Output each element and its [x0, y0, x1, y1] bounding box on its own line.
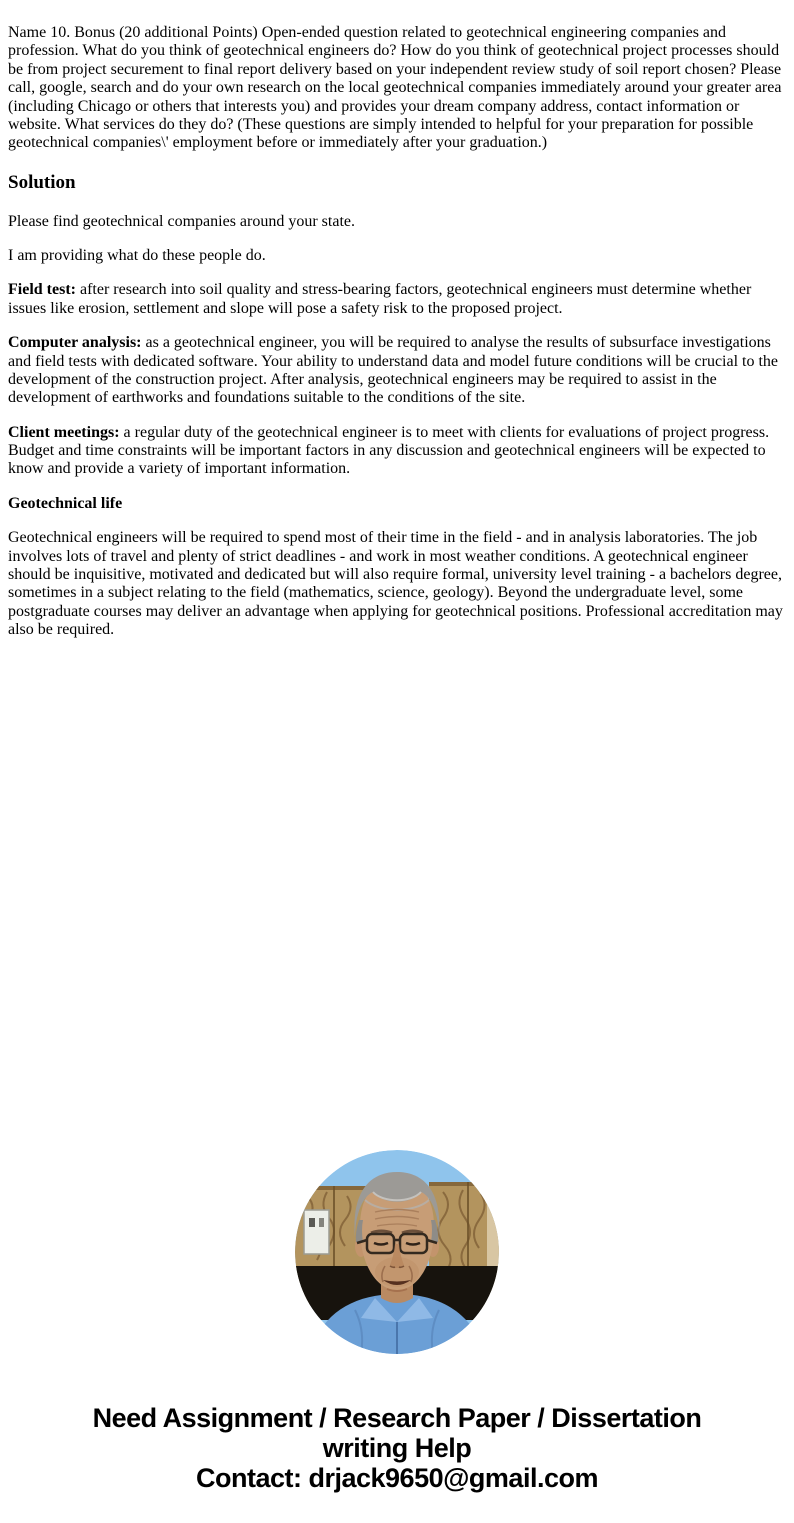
computer-analysis-label: Computer analysis:: [8, 334, 142, 352]
geotechnical-life-paragraph: Geotechnical engineers will be required to spend most of their time in the field - and in analysis laboratories. The job involves lots of travel and plenty of strict deadlines - and work in most weather conditions. A geotechnical engineer should be inquisitive, motivated and dedicated but will also require formal, university level training - a bachelors degree, sometimes in a subject relating to the field (mathematics, science, geology). Beyond the undergraduate level, some postgraduate courses may deliver an advantage when applying for geotechnical positions. Professional accreditation may also be required.: [8, 529, 783, 639]
computer-analysis-paragraph: [8, 334, 786, 408]
intro-paragraph-1: Please find geotechnical companies around your state.: [8, 212, 355, 230]
solution-heading: Solution: [8, 171, 76, 193]
footer-line-2: writing Help: [322, 1433, 472, 1463]
field-test-text: after research into soil quality and stress-bearing factors, geotechnical engineers must determine whether issues like erosion, settlement and slope will pose a safety risk to the proposed project.: [8, 281, 752, 317]
field-test-paragraph: [8, 281, 786, 318]
computer-analysis-text: as a geotechnical engineer, you will be required to analyse the results of subsurface investigations and field tests with dedicated software. Your ability to understand data and model future conditions will be crucial to the development of the construction project. After analysis, geotechnical engineers may be required to assist in the development of earthworks and foundations suitable to the conditions of the site.: [8, 334, 779, 407]
document-body: [0, 0, 794, 640]
client-meetings-text: a regular duty of the geotechnical engineer is to meet with clients for evaluations of project progress. Budget and time constraints will be important factors in any discussion and geotechnical engineers will be expected to know and provide a variety of important information.: [8, 423, 770, 478]
profile-photo-image: [295, 1150, 499, 1354]
footer-contact-line: Contact: drjack9650@gmail.com: [196, 1463, 598, 1493]
client-meetings-label: Client meetings:: [8, 423, 120, 441]
footer-line-1: Need Assignment / Research Paper / Dissertation: [92, 1403, 702, 1433]
profile-photo: [295, 1150, 499, 1354]
field-test-label: Field test:: [8, 281, 76, 299]
question-paragraph: Name 10. Bonus (20 additional Points) Open-ended question related to geotechnical engineering companies and profession. What do you think of geotechnical engineers do? How do you think of geotechnical project processes should be from project securement to final report delivery based on your independent review study of soil report chosen? Please call, google, search and do your own research on the local geotechnical companies immediately around your greater area (including Chicago or others that interests you) and provides your dream company address, contact information or website. What services do they do? (These questions are simply intended to helpful for your preparation for possible geotechnical companies\' employment before or immediately after your graduation.): [8, 24, 782, 152]
client-meetings-paragraph: [8, 424, 786, 479]
footer-banner: [0, 1403, 794, 1493]
geotechnical-life-heading: Geotechnical life: [8, 494, 123, 512]
intro-paragraph-2: I am providing what do these people do.: [8, 246, 266, 264]
